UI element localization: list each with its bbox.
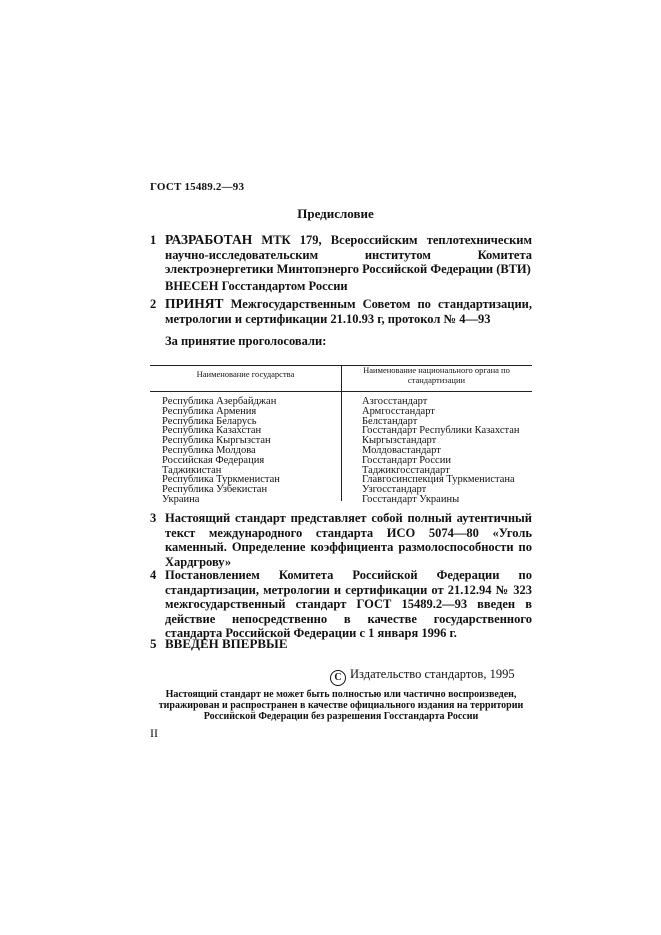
table-cell-agency: Узгосстандарт [362, 484, 427, 496]
item-text: ВВЕДЕН ВПЕРВЫЕ [165, 636, 288, 651]
table-cell-country: Республика Азербайджан [162, 396, 277, 407]
foreword-item-4 [150, 568, 532, 641]
table-cell-agency: Азгосстандарт [362, 396, 428, 407]
table-cell-agency: Госстандарт России [362, 454, 451, 466]
item-number: 2 [150, 297, 157, 311]
item-text: Настоящий стандарт представляет собой полный аутентичный текст международного стандарта ИСО 5074—80 «Уголь каменный. Определение коэффициента размолоспособности по Хардгрову» [165, 511, 532, 569]
table-cell-agency: Молдовастандарт [362, 444, 441, 456]
foreword-item-2 [150, 297, 532, 326]
item-lead: РАЗРАБОТАН [165, 232, 253, 247]
table-cell-agency: Армгосстандарт [362, 405, 435, 417]
notice-line: тиражирован и распространен в качестве официального издания на территории [158, 700, 524, 711]
table-cell-country: Республика Узбекистан [162, 484, 268, 496]
item-text: Межгосударственным Советом по стандартизации, метрологии и сертификации 21.10.93 г, протокол № 4—93 [165, 297, 532, 326]
table-cell-country: Республика Армения [162, 405, 257, 417]
table-column-agencies [362, 397, 520, 505]
notice-line: Настоящий стандарт не может быть полностью или частично воспроизведен, [165, 689, 517, 700]
table-cell-agency: Белстандарт [362, 415, 418, 427]
voted-for-label: За принятие проголосовали: [165, 334, 327, 348]
table-cell-agency: Госстандарт Республики Казахстан [362, 425, 520, 437]
notice-line: Российской Федерации без разрешения Госстандарта России [203, 711, 479, 722]
introduced-by: ВНЕСЕН Госстандартом России [165, 279, 348, 293]
table-cell-agency: Таджикгосстандарт [362, 464, 450, 476]
table-cell-country: Российская Федерация [162, 454, 265, 466]
table-cell-country: Республика Туркменистан [162, 474, 280, 486]
item-text: МТК 179, Всероссийским теплотехническим научно-исследовательским институтом Комитета электроэнергетики Минтопэнерго Российской Федерации (ВТИ) [165, 233, 532, 276]
table-cell-country: Республика Беларусь [162, 415, 257, 427]
item-number: 4 [150, 568, 157, 582]
item-number: 5 [150, 636, 157, 651]
table-cell-agency: Госстандарт Украины [362, 493, 460, 505]
item-text: Постановлением Комитета Российской Федерации по стандартизации, метрологии и сертификации от 21.12.94 № 323 межгосударственный стандарт ГОСТ 15489.2—93 введен в действие непосредственно в качестве государственного стандарта Российской Федерации с 1 января 1996 г. [165, 568, 532, 640]
item-lead: ПРИНЯТ [165, 296, 224, 311]
table-cell-country: Таджикистан [162, 464, 222, 476]
foreword-item-3 [150, 511, 532, 569]
page-title: Предисловие [297, 206, 374, 221]
foreword-item-5 [150, 637, 532, 652]
item-number: 3 [150, 511, 157, 525]
copyright-icon: C [330, 670, 346, 686]
foreword-item-1 [150, 233, 532, 277]
table-header-agency: Наименование национального органа по стандартизации [363, 365, 510, 385]
copyright-text: Издательство стандартов, 1995 [350, 667, 515, 681]
table-header-country: Наименование государства [196, 369, 295, 379]
table-cell-country: Украина [162, 493, 200, 505]
item-number: 1 [150, 233, 157, 247]
table-cell-country: Республика Казахстан [162, 425, 262, 437]
table-cell-country: Республика Кыргызстан [162, 435, 271, 447]
table-cell-country: Республика Молдова [162, 444, 256, 456]
table-column-divider [341, 365, 342, 501]
reproduction-notice [150, 689, 532, 722]
table-column-countries [162, 397, 280, 505]
copyright [330, 667, 515, 686]
table-cell-agency: Главгосинспекция Туркменистана [362, 474, 515, 486]
table-cell-agency: Кыргызстандарт [362, 435, 437, 447]
document-code: ГОСТ 15489.2—93 [150, 181, 245, 193]
page-number: II [150, 726, 158, 740]
